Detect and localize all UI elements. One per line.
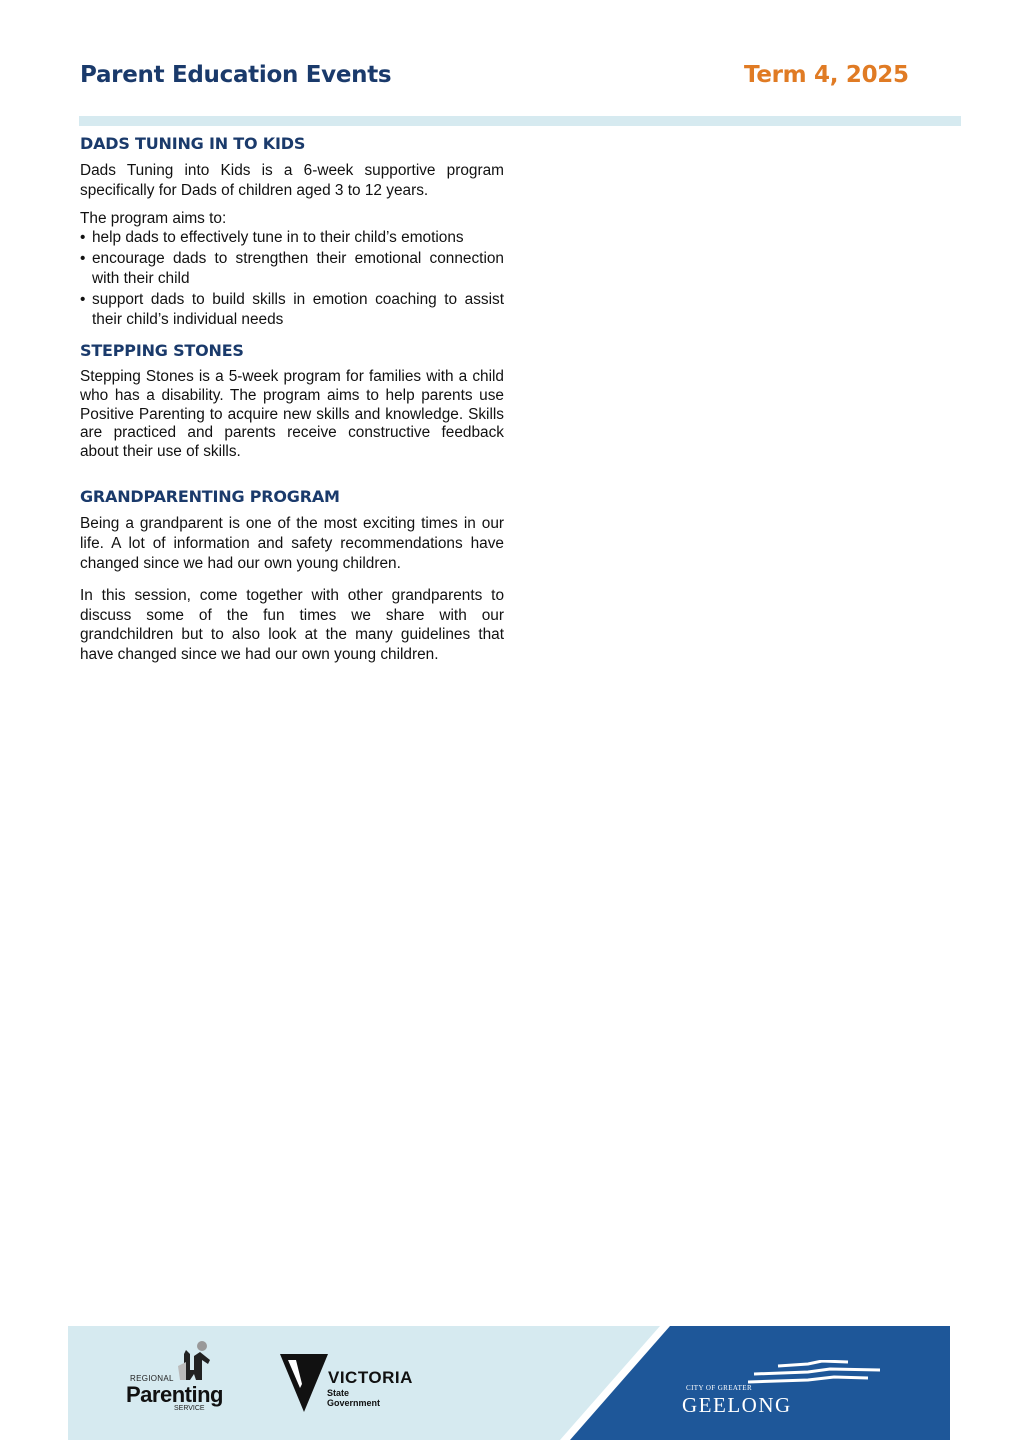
- footer-band: [68, 1326, 950, 1440]
- geelong-main-text: GEELONG: [682, 1393, 792, 1417]
- section-paragraph: Stepping Stones is a 5-week program for families with a child who has a disability. The program aims to help parents use Positive Parenting to acquire new skills and knowledge. Skills are practiced and parents receive constructive feedback about their use of skills.: [80, 368, 504, 460]
- list-item: • support dads to build skills in emotion coaching to assist their child’s individual needs: [80, 290, 504, 330]
- victoria-triangle-icon: [280, 1354, 328, 1412]
- section-paragraph: The program aims to:: [80, 209, 227, 227]
- list-item: • help dads to effectively tune in to their child’s emotions: [80, 228, 504, 248]
- list-item: • encourage dads to strengthen their emotional connection with their child: [80, 249, 504, 289]
- section-paragraph: In this session, come together with other grandparents to discuss some of the fun times we share with our grandchildren but to also look at the many guidelines that have changed since we had our own young children.: [80, 586, 504, 664]
- section-dads-tuning-in: [80, 134, 504, 329]
- section-heading: STEPPING STONES: [80, 341, 244, 361]
- section-paragraph: Dads Tuning into Kids is a 6-week supportive program specifically for Dads of children aged 3 to 12 years.: [80, 162, 504, 199]
- section-heading: GRANDPARENTING PROGRAM: [80, 487, 340, 507]
- geelong-small-text: CITY OF GREATER: [686, 1384, 753, 1392]
- rps-main-text: Parenting: [126, 1382, 223, 1407]
- main-content: [80, 134, 504, 677]
- section-paragraph: Being a grandparent is one of the most exciting times in our life. A lot of information and safety recommendations have changed since we had our own young children.: [80, 515, 504, 572]
- section-heading: DADS TUNING IN TO KIDS: [80, 134, 306, 153]
- aims-list: [80, 228, 504, 329]
- victoria-wordmark: VICTORIA: [328, 1368, 413, 1387]
- section-stepping-stones: [80, 341, 504, 461]
- rps-regional-text: REGIONAL: [130, 1374, 174, 1383]
- rps-service-text: SERVICE: [174, 1405, 205, 1412]
- page-title: Parent Education Events: [80, 62, 392, 88]
- term-label: Term 4, 2025: [744, 62, 909, 88]
- geelong-wave-lines-icon: [748, 1360, 882, 1388]
- section-grandparenting: [80, 487, 504, 665]
- header-divider: [79, 116, 961, 126]
- victoria-sub-government: Government: [327, 1398, 381, 1408]
- victoria-sub-state: State: [327, 1388, 350, 1398]
